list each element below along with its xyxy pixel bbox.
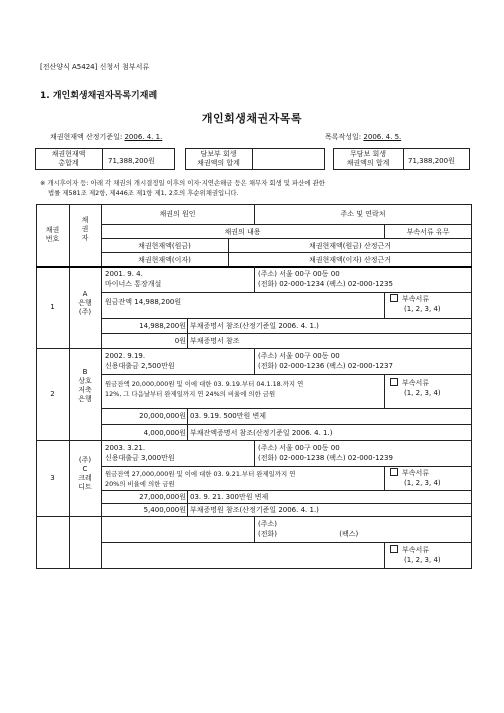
created-date <box>325 132 401 142</box>
row1-no: 1 <box>50 303 55 311</box>
row3-content: 원금잔액 27,000,000원 및 이에 대한 03. 9.21.부터 완제일까지 연 20%의 비율에 의한 금원 <box>105 470 296 488</box>
row1-interest: 0원 <box>174 337 186 345</box>
header-principal-basis: 채권현재액(원금) 산정근거 <box>308 242 392 250</box>
form-code: [전산양식 A5424] 신청서 첨부서류 <box>40 63 150 71</box>
created-date-value: 2006. 4. 5. <box>363 133 402 141</box>
row2-no: 2 <box>50 390 55 398</box>
summary-unsecured-value: 71,388,200원 <box>408 157 455 165</box>
header-no: 채권 번호 <box>45 226 60 243</box>
attachment-checkbox[interactable] <box>390 294 398 302</box>
row2-attachments: 부속서류 (1, 2, 3, 4) <box>390 378 441 398</box>
row2-principal: 20,000,000원 <box>139 412 186 420</box>
row2-content: 원금잔액 20,000,000원 및 이에 대한 03. 9.19.부터 04.1.18.까지 연 12%, 그 다음날부터 완제일까지 연 24%의 비율에 의한 금원 <box>105 380 304 398</box>
row1-interest-basis: 부채증명서 참조 <box>190 337 240 345</box>
summary-unsecured-label: 무담보 회생 채권액의 합계 <box>346 150 390 167</box>
row1-creditor: A 은행 (주) <box>78 290 92 316</box>
header-content: 채권의 내용 <box>224 228 261 236</box>
header-interest: 채권현재액(이자) <box>138 256 191 264</box>
header-creditor: 채 권 자 <box>81 216 89 242</box>
row4-attachments: 부속서류 (1, 2, 3, 4) <box>390 545 441 565</box>
row1-address: (주소) 서울 00구 00동 00 (전화) 02-000-1234 (팩스) 02-000-1235 <box>258 270 393 288</box>
row3-creditor: (주) C 크레 디트 <box>78 456 92 491</box>
note-line-1: ※ 개시후이자 등: 아래 각 채권의 개시결정일 이후의 이자·지연손해금 등은 채무자 회생 및 파산에 관한 <box>40 179 325 187</box>
row3-interest: 5,400,000원 <box>143 506 186 514</box>
row4-address: (주소) (전화) (팩스) <box>258 520 359 538</box>
attachment-checkbox[interactable] <box>390 545 398 553</box>
attachment-checkbox[interactable] <box>390 468 398 476</box>
row1-attachments: 부속서류 (1, 2, 3, 4) <box>390 294 441 314</box>
created-date-label: 목록작성일: <box>325 133 362 141</box>
row3-principal: 27,000,000원 <box>139 493 186 501</box>
row2-creditor: B 상호 저축 은행 <box>78 368 92 403</box>
row3-address: (주소) 서울 00구 00동 00 (전화) 02-000-1238 (팩스) 02-000-1239 <box>258 444 393 462</box>
row3-attachments: 부속서류 (1, 2, 3, 4) <box>390 468 441 488</box>
summary-secured-label: 담보부 회생 채권액의 합계 <box>197 150 240 167</box>
row1-cause: 2001. 9. 4. 마이너스 통장개설 <box>105 270 162 288</box>
header-address: 주소 및 연락처 <box>340 210 386 218</box>
note-line-2: 법률 제581조 제2항, 제446조 제1항 제1, 2호의 후순위채권입니다. <box>48 189 239 197</box>
row1-content: 원금잔액 14,988,200원 <box>105 298 182 306</box>
row3-no: 3 <box>50 474 55 482</box>
row3-principal-basis: 03. 9. 21. 300만원 변제 <box>190 493 269 501</box>
section-heading: 1. 개인회생채권자목록기재례 <box>40 91 158 101</box>
summary-total-label: 채권현재액 총합계 <box>51 150 86 167</box>
base-date <box>50 132 162 142</box>
base-date-value: 2006. 4. 1. <box>124 133 163 141</box>
header-cause: 채권의 원인 <box>159 210 196 218</box>
document-title: 개인회생채권자목록 <box>201 112 303 125</box>
row2-interest-basis: 부채잔액증명서 참조(산정기준일 2006. 4. 1.) <box>190 429 333 437</box>
row2-principal-basis: 03. 9.19. 500만원 변제 <box>190 412 267 420</box>
base-date-label: 채권현재액 산정기준일: <box>50 133 123 141</box>
row1-principal: 14,988,200원 <box>139 322 186 330</box>
attachment-checkbox[interactable] <box>390 378 398 386</box>
row1-principal-basis: 부채증명서 참조(산정기준일 2006. 4. 1.) <box>190 322 319 330</box>
row2-interest: 4,000,000원 <box>143 429 186 437</box>
row3-cause: 2003. 3.21. 신용대출금 3,000만원 <box>105 444 175 462</box>
header-principal: 채권현재액(원금) <box>138 242 191 250</box>
header-interest-basis: 채권현재액(이자) 산정근거 <box>308 256 392 264</box>
row2-cause: 2002. 9.19. 신용대출금 2,500만원 <box>105 352 175 370</box>
row2-address: (주소) 서울 00구 00동 00 (전화) 02-000-1236 (팩스) 02-000-1237 <box>258 352 393 370</box>
row3-interest-basis: 부채증명원 참조(산정기준일 2006. 4. 1.) <box>190 506 319 514</box>
header-attachments: 부속서류 유무 <box>406 228 450 236</box>
summary-total-value: 71,388,200원 <box>108 157 155 165</box>
